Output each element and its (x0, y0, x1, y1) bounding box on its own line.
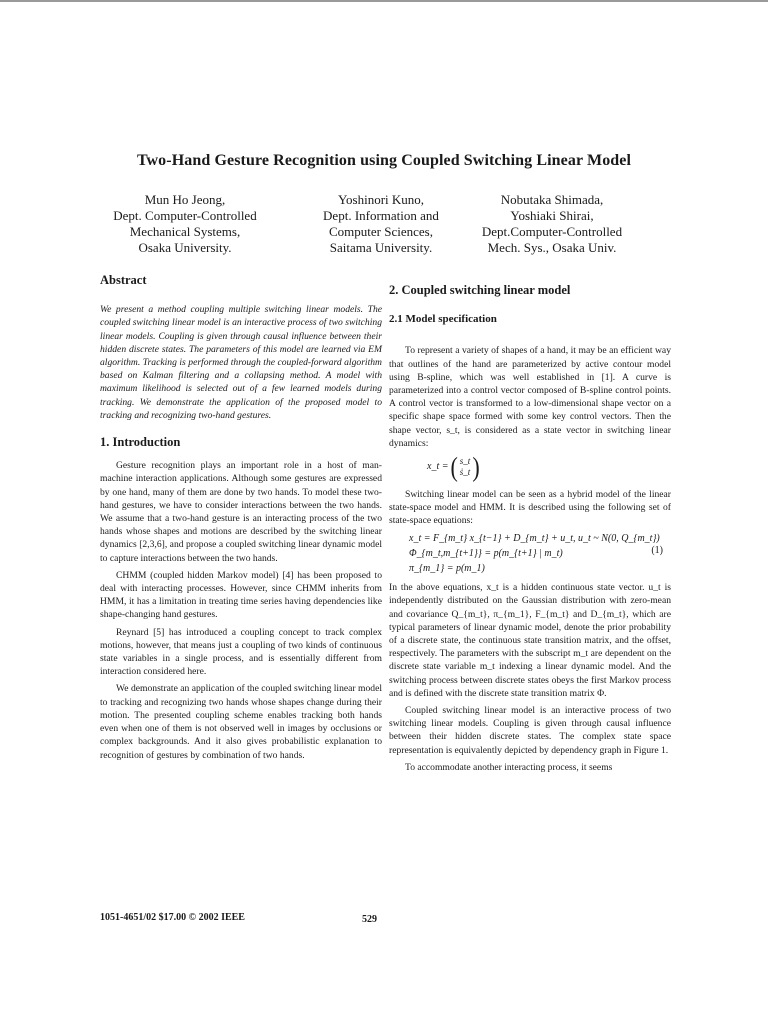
author-affiliation: Mechanical Systems, (129, 224, 241, 239)
left-column (100, 268, 382, 766)
author-block-2 (296, 192, 466, 256)
equation-lhs: x_t = (427, 461, 449, 473)
vector-bottom: ṡ_t (459, 467, 471, 478)
section2-heading: 2. Coupled switching linear model (389, 283, 571, 297)
copyright-line: 1051-4651/02 $17.00 © 2002 IEEE (100, 912, 245, 923)
intro-paragraph-4: We demonstrate an application of the coupled switching linear model to tracking and recognizing two hands whose shapes change during their motion. The presented coupling scheme enables tracking both hands even when one of them is not observed well in images by occlusions or complex backgrounds. And it also gives probabilistic explanation to recognition of gestures by combination of two hands. (100, 683, 382, 761)
author-name: Nobutaka Shimada, (500, 192, 604, 207)
left-paren-glyph: ( (450, 450, 458, 483)
equation-line-3: π_{m_1} = p(m_1) (409, 563, 485, 575)
author-affiliation: Dept. Information and (323, 208, 439, 223)
intro-heading: 1. Introduction (100, 435, 181, 450)
section2-paragraph-1: To represent a variety of shapes of a hand, it may be an efficient way that outlines of the hand are parameterized by active contour model using B-spline, which was well established in [1]. A curve is parameterized into a control vector composed of B-spline control points. A control vector is transformed to a low-dimensional shape vector on a specific shape space formed with some key control vectors. Then the shape vector, s_t, is considered as a state vector in switching linear dynamics: (389, 345, 671, 449)
author-affiliation: Osaka University. (138, 240, 232, 255)
author-affiliation: Saitama University. (329, 240, 433, 255)
intro-paragraph-2: CHMM (coupled hidden Markov model) [4] has been proposed to deal with interacting processes. However, since CHMM inherits from HMM, it has a limitation in treating time series having dependencies like shape-changing hand gestures. (100, 569, 382, 621)
state-space-equations (409, 532, 671, 576)
abstract-text: We present a method coupling multiple switching linear models. The coupled switching linear model is an interactive process of two switching linear models. Coupling is given through causal influence between their hidden discrete states. The parameters of this model are learned via EM algorithm. Tracking is performed through the coupled-forward algorithm based on Kalman filtering and a collapsing method. A model with maximum likelihood is selected out of a few learned models during tracking. We demonstrate the application of the proposed model to tracking and recognizing two-hand gestures. (100, 304, 382, 421)
author-affiliation: Dept.Computer-Controlled (481, 224, 623, 239)
page-number: 529 (362, 914, 377, 925)
section2-paragraph-2: Switching linear model can be seen as a hybrid model of the linear state-space model and HMM. It is described using the following set of state-space equations: (389, 489, 671, 527)
author-affiliation: Mech. Sys., Osaka Univ. (487, 240, 617, 255)
right-column (389, 268, 671, 778)
author-affiliation: Dept. Computer-Controlled (113, 208, 257, 223)
author-block-1 (100, 192, 270, 256)
state-vector-equation (427, 450, 671, 483)
equation-line-2: Φ_{m_t,m_{t+1}} = p(m_{t+1} | m_t) (409, 547, 563, 559)
intro-paragraph-3: Reynard [5] has introduced a coupling concept to track complex motions, however, that means just a coupling of two kinds of continuous state variables in a single process, and is essentially different from interaction considered here. (100, 626, 382, 678)
intro-paragraph-1: Gesture recognition plays an important role in a host of man-machine interaction applications. Although some gestures are expressed by one hand, many of them are done by two hands. To model these two-hand gestures, we have to consider interactions between the two hands. We assume that a two-hand gesture is an interacting process of the two hands whose shapes and motions are described by the switching linear dynamics [2,3,6], and propose a coupled switching linear dynamic model to capture interactions between the two hands. (100, 460, 382, 564)
author-name: Mun Ho Jeong, (144, 192, 226, 207)
abstract-heading: Abstract (100, 273, 147, 287)
author-affiliation: Computer Sciences, (329, 224, 433, 239)
abstract-body (100, 303, 382, 422)
section2-paragraph-3: In the above equations, x_t is a hidden continuous state vector. u_t is independently distributed on the Gaussian distribution with zero-mean and covariance Q_{m_t}, π_{m_1}, F_{m_t} and D_{m_t}, which are typical parameters of linear dynamic model, denote the prior probability of a discrete state, the continuous state transition matrix, and the offset, respectively. The parameters with the subscript m_t are dependent on the discrete state variable m_t indexing a linear dynamic model. And the switching process between discrete states obeys the first Markov process and is defined with the discrete state transition matrix Φ. (389, 582, 671, 699)
top-rule (0, 0, 768, 2)
paper-title: Two-Hand Gesture Recognition using Coupled Switching Linear Model (136, 152, 632, 169)
equation-line-1: x_t = F_{m_t} x_{t−1} + D_{m_t} + u_t, u_t ~ N(0, Q_{m_t}) (409, 532, 660, 544)
equation-number: (1) (651, 544, 663, 556)
section2-paragraph-5: To accommodate another interacting process, it seems (405, 761, 613, 773)
vector-top: s_t (459, 456, 471, 467)
equation-vector (460, 456, 471, 478)
author-name: Yoshinori Kuno, (337, 192, 425, 207)
author-name: Yoshiaki Shirai, (510, 208, 594, 223)
author-block-3 (452, 192, 652, 256)
section2-subheading: 2.1 Model specification (389, 313, 497, 326)
section2-paragraph-4: Coupled switching linear model is an interactive process of two switching linear models. Coupling is given through causal influence between their hidden discrete states. The complex state space representation is equivalently depicted by dependency graph in Figure 1. (389, 705, 671, 756)
right-paren-glyph: ) (472, 450, 480, 483)
